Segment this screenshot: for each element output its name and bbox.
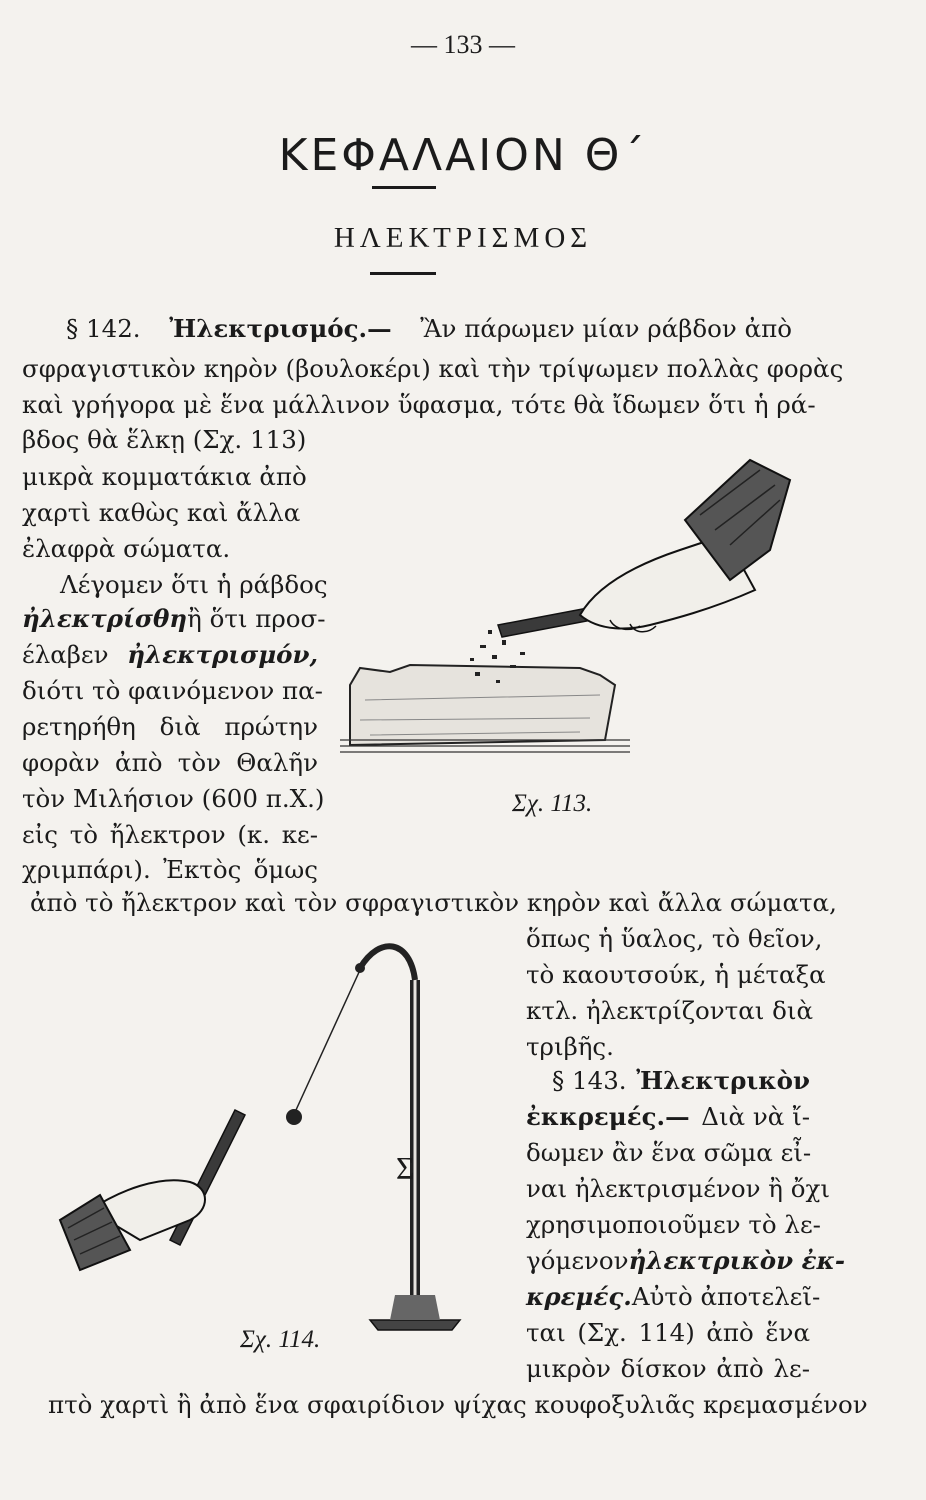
para142-line16: χριμπάρι). Ἐκτὸς ὅμως (22, 855, 318, 884)
para143-line6 (526, 1282, 821, 1311)
para143-line1 (526, 1102, 810, 1131)
para142-line5: μικρὰ κομματάκια ἀπὸ (22, 462, 307, 491)
figure-113-caption: Σχ. 113. (512, 790, 593, 817)
section-divider (370, 272, 436, 275)
para143-line2: δωμεν ἂν ἕνα σῶμα εἶ- (526, 1138, 812, 1167)
para142-line12: ρετηρήθη διὰ πρώτην (22, 712, 318, 741)
para142-line9 (22, 604, 326, 633)
section-label-142: § 142. (66, 314, 141, 343)
term-electricity: ἠλεκτρισμόν, (127, 640, 318, 669)
para142-line11: διότι τὸ φαινόμενον πα- (22, 676, 323, 705)
para142-line4: βδος θὰ ἕλκῃ (Σχ. 113) (22, 425, 307, 454)
figure-114-illustration (60, 920, 480, 1340)
para143-line5 (526, 1246, 846, 1275)
section-label-143: § 143. (552, 1066, 627, 1095)
figure-113-illustration (330, 440, 800, 780)
para143-line7: ται (Σχ. 114) ἀπὸ ἕνα (526, 1318, 810, 1347)
para142-line3: καὶ γρήγορα μὲ ἕνα μάλλινον ὕφασμα, τότε θὰ ἴδωμεν ὅτι ἡ ρά- (22, 390, 816, 419)
para142-line10 (22, 640, 318, 669)
para142-line1-rest: Ἂν πάρωμεν μίαν ράβδον ἀπὸ (420, 314, 792, 343)
para142-line20: κτλ. ἠλεκτρίζονται διὰ (526, 996, 814, 1025)
para142-line21: τριβῆς. (526, 1032, 614, 1061)
para142-line9-rest: ἢ ὅτι προσ- (187, 604, 326, 633)
para142-line13: φορὰν ἀπὸ τὸν Θαλῆν (22, 748, 318, 777)
para143-line0 (552, 1066, 810, 1095)
para142-line19: τὸ καουτσούκ, ἡ μέταξα (526, 960, 826, 989)
para142-line10-start: έλαβεν (22, 640, 109, 669)
page-number: — 133 — (411, 30, 515, 59)
section-heading-143-b: ἐκκρεμές.— (526, 1102, 690, 1131)
para142-line14: τὸν Μιλήσιον (600 π.Χ.) (22, 784, 325, 813)
para143-line1-rest: Διὰ νὰ ἴ- (701, 1102, 810, 1131)
para142-line7: ἐλαφρὰ σώματα. (22, 534, 231, 563)
section-heading-142: Ἠλεκτρισμός.— (169, 314, 392, 343)
term-pendulum-end: κρεμές. (526, 1282, 632, 1311)
para142-line18: ὅπως ἡ ὕαλος, τὸ θεῖον, (526, 924, 823, 953)
term-electric-pendulum: ἠλεκτρικὸν ἐκ- (628, 1246, 846, 1275)
figure-114-label: Σ (396, 1150, 415, 1186)
chapter-divider (372, 186, 436, 189)
para142-line15: εἰς τὸ ἤλεκτρον (κ. κε- (22, 820, 318, 849)
section-title: ΗΛΕΚΤΡΙΣΜΟΣ (333, 222, 593, 254)
para142-line1 (66, 314, 792, 343)
para142-line8: Λέγομεν ὅτι ἡ ράβδος (60, 570, 328, 599)
para143-line4: χρησιμοποιοῦμεν τὸ λε- (526, 1210, 821, 1239)
para143-line5-start: γόμενον (526, 1246, 629, 1275)
figure-114-caption: Σχ. 114. (240, 1326, 321, 1353)
para143-line6-rest: Αὐτὸ ἀποτελεῖ- (631, 1282, 821, 1311)
para142-line17: ἀπὸ τὸ ἤλεκτρον καὶ τὸν σφραγιστικὸν κηρὸν καὶ ἄλλα σώματα, (30, 888, 837, 917)
chapter-title: ΚΕΦΑΛΑΙΟΝ Θ΄ (278, 130, 648, 181)
section-heading-143-a: Ἠλεκτρικὸν (636, 1066, 810, 1095)
para142-line2: σφραγιστικὸν κηρὸν (βουλοκέρι) καὶ τὴν τρίψωμεν πολλὰς φορὰς (22, 354, 844, 383)
para143-line3: ναι ἠλεκτρισμένον ἢ ὄχι (526, 1174, 830, 1203)
term-electrified: ἠλεκτρίσθη (22, 604, 188, 633)
para143-line9: πτὸ χαρτὶ ἢ ἀπὸ ἕνα σφαιρίδιον ψίχας κουφοξυλιᾶς κρεμασμένον (48, 1390, 868, 1419)
para143-line8: μικρὸν δίσκον ἀπὸ λε- (526, 1354, 810, 1383)
para142-line6: χαρτὶ καθὼς καὶ ἄλλα (22, 498, 301, 527)
